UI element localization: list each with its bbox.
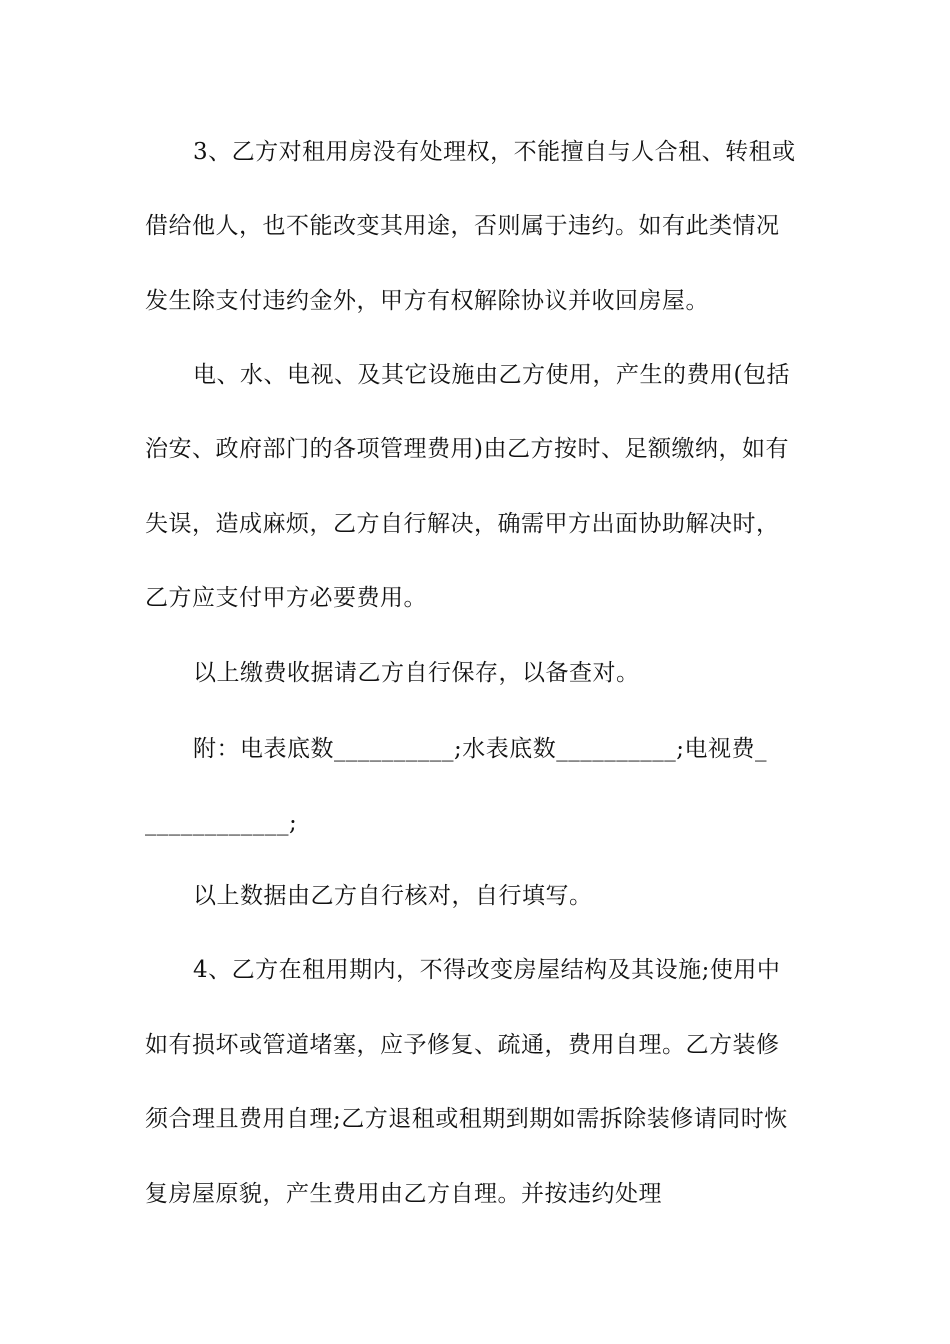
text-line: 失误，造成麻烦，乙方自行解决，确需甲方出面协助解决时， [145,511,780,537]
text-line: 复房屋原貌，产生费用由乙方自理。并按违约处理 [145,1181,662,1207]
text-line: 以上数据由乙方自行核对，自行填写。 [193,883,593,909]
text-line: 治安、政府部门的各项管理费用)由乙方按时、足额缴纳，如有 [145,436,789,462]
text-line: 须合理且费用自理;乙方退租或租期到期如需拆除装修请同时恢 [145,1106,788,1132]
text-line: 如有损坏或管道堵塞，应予修复、疏通，费用自理。乙方装修 [145,1032,780,1058]
text-line: 发生除支付违约金外，甲方有权解除协议并收回房屋。 [145,288,709,314]
text-line: 借给他人，也不能改变其用途，否则属于违约。如有此类情况 [145,213,780,239]
text-line: 附：电表底数__________;水表底数__________;电视费_ [193,736,767,762]
text-line: 3、乙方对租用房没有处理权，不能擅自与人合租、转租或 [193,139,796,165]
text-line: 4、乙方在租用期内，不得改变房屋结构及其设施;使用中 [193,957,781,983]
text-line: 以上缴费收据请乙方自行保存，以备查对。 [193,660,640,686]
text-line: 乙方应支付甲方必要费用。 [145,585,427,611]
text-line: ____________; [145,810,298,836]
text-line: 电、水、电视、及其它设施由乙方使用，产生的费用(包括 [193,362,790,388]
